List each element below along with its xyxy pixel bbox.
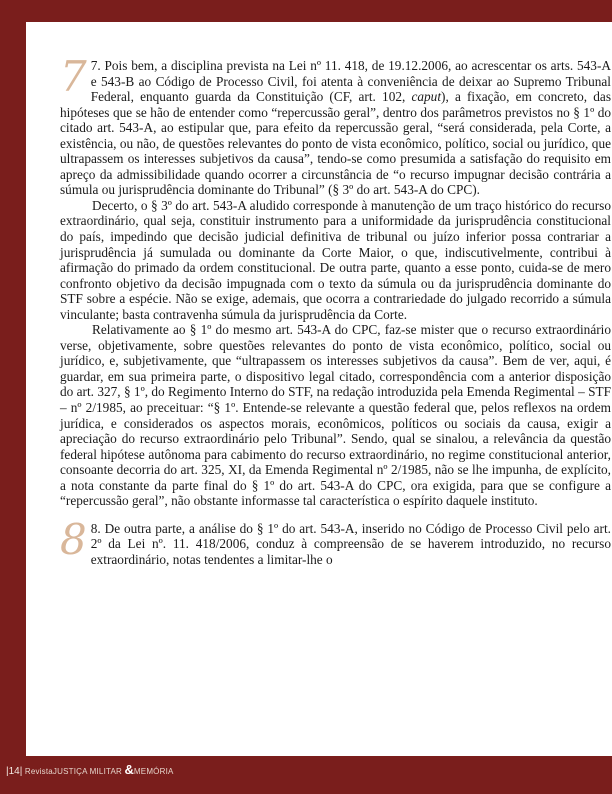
paragraph-text: ), a fixação, em concreto, das hipóteses que se hão de entender como “repercussão geral”, dentro dos parâmetros previstos no § 1º do citado art. 543-A, ao estipular que, para efeito da repercussão geral, “será considerada, pela Corte, a existência, ou não, de questões relevantes do ponto de vista econômico, político, social ou jurídico, que ultrapassem os interesses subjetivos da causa”, tendo-se como presumida a satisfação do requisito em apreço da admissibilidade quando ocorrer a circunstância de “o recurso impugnar decisão contrária a súmula ou jurisprudência dominante do Tribunal” (§ 3º do art. 543-A do CPC). bbox=[60, 89, 612, 198]
section-number-decoration: 7 bbox=[60, 52, 87, 101]
magazine-name: JUSTIÇA MILITAR bbox=[52, 767, 123, 776]
section-number-decoration: 8 bbox=[60, 514, 87, 564]
page-sheet bbox=[26, 22, 612, 756]
paragraph-section-7 bbox=[60, 52, 612, 198]
page-footer bbox=[6, 762, 174, 777]
magazine-suffix: MEMÓRIA bbox=[133, 767, 174, 776]
paragraph: Relativamente ao § 1º do mesmo art. 543-A do CPC, faz-se mister que o recurso extraordinário verse, objetivamente, sobre questões relevantes do ponto de vista econômico, político, social ou jurídico, e, subjetivamente, que “ultrapassem os interesses subjetivos da causa”. Bem de ver, aqui, é guardar, em sua primeira parte, o dispositivo legal citado, correspondência com a anterior disposição do art. 327, § 1º, do Regimento Interno do STF, na redação introduzida pela Emenda Regimental – STF – nº 2/1985, ao preceituar: “§ 1º. Entende-se relevante a questão federal que, pelos reflexos na ordem jurídica, e considerados os aspectos morais, econômicos, políticos ou sociais da causa, exigir a apreciação do recurso extraordinário pelo Tribunal”. Sendo, qual se sinalou, a relevância da questão federal hipótese autônoma para cabimento do recurso extraordinário, no regime constitucional anterior, consoante decorria do art. 325, XI, da Emenda Regimental nº 2/1985, não se lhe impunha, de explícito, a nota constante da parte final do § 1º do art. 543-A do CPC, ora exigida, para que se configure a “repercussão geral”, não obstante informasse tal característica o espírito daquele instituto. bbox=[60, 322, 611, 509]
italic-term: caput bbox=[411, 89, 442, 105]
paragraph-section-8 bbox=[60, 514, 611, 568]
magazine-prefix: Revista bbox=[24, 767, 53, 776]
article-body bbox=[60, 52, 612, 568]
magazine-ampersand: & bbox=[124, 762, 134, 777]
page-number: |14| bbox=[6, 766, 23, 777]
paragraph: Decerto, o § 3º do art. 543-A aludido corresponde à manutenção de um traço histórico do recurso extraordinário, qual seja, constituir instrumento para a uniformidade da jurisprudência constitucional do país, impedindo que decisão judicial definitiva de tribunal ou juízo inferior possa contrariar a jurisprudência já sumulada ou dominante da Corte Maior, o que, indiscutivelmente, contribui à afirmação do primado da ordem constitucional. De outra parte, quanto a esse ponto, cuida-se de mero confronto objetivo da decisão impugnada com o texto da súmula ou da jurisprudência dominante do STF sobre a espécie. Não se exige, ademais, que ocorra a contrariedade do julgado recorrido a súmula vinculante; basta contravenha súmula da jurisprudência da Corte. bbox=[60, 197, 611, 322]
paragraph-text: 8. De outra parte, a análise do § 1º do art. 543-A, inserido no Código de Processo Civil pelo art. 2º da Lei nº. 11. 418/2006, conduz à compreensão de se haverem introduzido, no recurso extraordinário, notas tendentes a limitar-lhe o bbox=[90, 520, 611, 567]
paragraph-text: 7. Pois bem, a disciplina prevista na Lei nº 11. 418, de 19.12.2006, ao acrescentar os arts. 543-A e 543-B ao Código de Processo Civil, foi atenta à conveniência de deixar ao Supremo Tribunal Federal, enquanto guarda da Constituição (CF, art. 102, bbox=[90, 58, 611, 105]
